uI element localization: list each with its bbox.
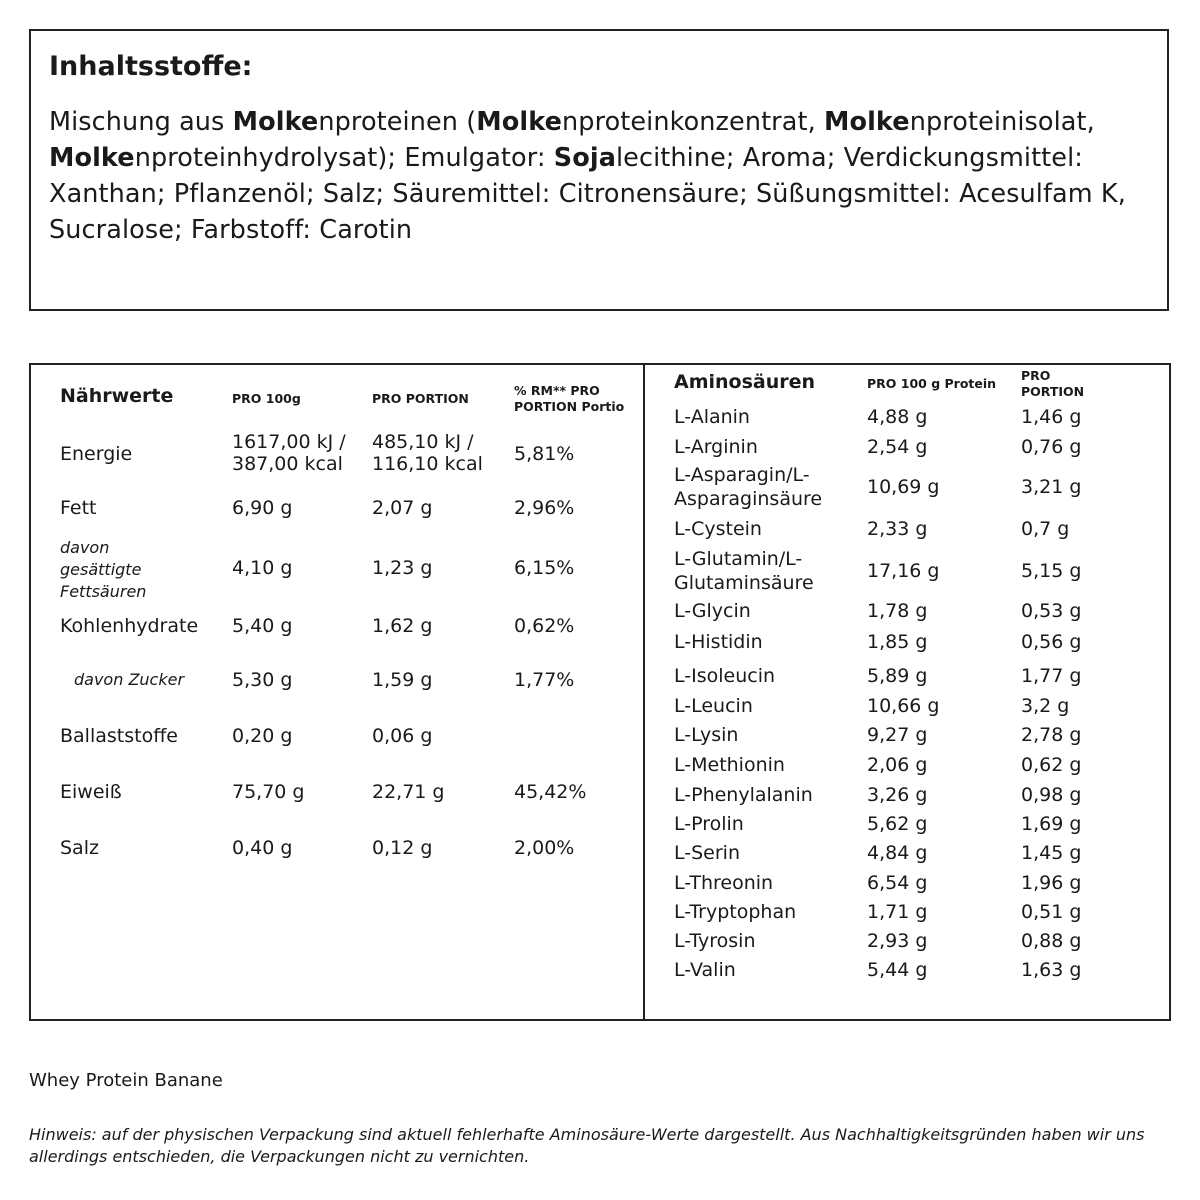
value-per-portion: 1,77 g (1021, 665, 1082, 687)
value-per-100g: 75,70 g (232, 781, 305, 803)
value-rm-percent: 45,42% (514, 781, 587, 803)
ingredients-title: Inhaltsstoffe: (49, 51, 253, 82)
ingredients-segment: nproteinisolat, (909, 107, 1095, 137)
ingredients-box (29, 29, 1169, 311)
ingredients-segment: nproteinen ( (318, 107, 477, 137)
value-per-100g: 1617,00 kJ / 387,00 kcal (232, 431, 346, 475)
value-per-portion: 0,12 g (372, 837, 433, 859)
value-per-portion: 0,7 g (1021, 518, 1070, 540)
value-per-portion: 1,63 g (1021, 959, 1082, 981)
value-per-100g-protein: 4,88 g (867, 406, 928, 428)
value-per-100g-protein: 1,85 g (867, 631, 928, 653)
value-per-portion: 3,21 g (1021, 476, 1082, 498)
amino-acid-name: L-Serin (674, 842, 740, 864)
value-per-100g-protein: 4,84 g (867, 842, 928, 864)
naehrwerte-title: Nährwerte (60, 385, 174, 407)
value-per-portion: 1,23 g (372, 557, 433, 579)
nutrient-name: Fett (60, 497, 97, 519)
value-per-portion: 1,62 g (372, 615, 433, 637)
value-per-100g-protein: 2,54 g (867, 436, 928, 458)
value-per-portion: 1,69 g (1021, 813, 1082, 835)
amino-acid-name: L-Asparagin/L-Asparaginsäure (674, 464, 823, 510)
value-per-portion: 485,10 kJ / 116,10 kcal (372, 431, 483, 475)
product-name: Whey Protein Banane (29, 1070, 223, 1091)
value-per-100g-protein: 6,54 g (867, 872, 928, 894)
value-per-portion: 0,53 g (1021, 600, 1082, 622)
naehrwerte-header-100g: PRO 100g (232, 391, 301, 406)
aminosaeuren-title: Aminosäuren (674, 371, 816, 393)
allergen-highlight: Molke (49, 143, 135, 173)
value-per-100g-protein: 1,71 g (867, 901, 928, 923)
ingredients-segment: nproteinhydrolysat); Emulgator: (134, 143, 554, 173)
value-per-portion: 1,46 g (1021, 406, 1082, 428)
value-per-portion: 1,96 g (1021, 872, 1082, 894)
value-per-portion: 0,62 g (1021, 754, 1082, 776)
amino-acid-name: L-Lysin (674, 724, 739, 746)
value-per-portion: 2,78 g (1021, 724, 1082, 746)
nutrient-name: davon Zucker (74, 670, 185, 689)
ingredients-segment: lecithine; Aroma; Verdickungsmittel: Xanthan; Pflanzenöl; Salz; Säuremittel: Citronensäure; Süßungsmittel: Acesulfam K, Sucralose; Farbstoff: Carotin (49, 143, 1126, 245)
value-per-portion: 0,76 g (1021, 436, 1082, 458)
nutrient-name: Kohlenhydrate (60, 615, 199, 637)
value-rm-percent: 1,77% (514, 669, 575, 691)
amino-acid-name: L-Tyrosin (674, 930, 756, 952)
amino-acid-name: L-Histidin (674, 631, 763, 653)
allergen-highlight: Molke (232, 107, 319, 137)
amino-acid-name: L-Prolin (674, 813, 744, 835)
amino-acid-name: L-Methionin (674, 754, 785, 776)
amino-acid-name: L-Tryptophan (674, 901, 797, 923)
value-per-portion: 2,07 g (372, 497, 433, 519)
value-per-portion: 0,51 g (1021, 901, 1082, 923)
amino-acid-name: L-Leucin (674, 695, 753, 717)
value-per-portion: 0,06 g (372, 725, 433, 747)
value-per-100g-protein: 3,26 g (867, 784, 928, 806)
value-per-portion: 1,45 g (1021, 842, 1082, 864)
nutrition-tables-box (29, 363, 1171, 1021)
value-per-100g-protein: 2,33 g (867, 518, 928, 540)
value-per-portion: 0,98 g (1021, 784, 1082, 806)
naehrwerte-header-portion: PRO PORTION (372, 391, 469, 406)
value-rm-percent: 0,62% (514, 615, 575, 637)
amino-acid-name: L-Valin (674, 959, 736, 981)
allergen-highlight: Molke (476, 107, 563, 137)
nutrient-name: Salz (60, 837, 99, 859)
amino-acid-name: L-Isoleucin (674, 665, 776, 687)
value-per-100g-protein: 5,62 g (867, 813, 928, 835)
amino-acid-name: L-Threonin (674, 872, 774, 894)
amino-acid-name: L-Alanin (674, 406, 750, 428)
value-per-100g-protein: 17,16 g (867, 560, 940, 582)
ingredients-segment: Mischung aus (49, 107, 233, 137)
value-per-100g: 0,20 g (232, 725, 293, 747)
nutrient-name: Ballaststoffe (60, 725, 178, 747)
nutrient-name: davon gesättigte Fettsäuren (60, 538, 147, 601)
value-rm-percent: 6,15% (514, 557, 575, 579)
value-rm-percent: 2,96% (514, 497, 575, 519)
value-rm-percent: 5,81% (514, 443, 575, 465)
ingredients-segment: nproteinkonzentrat, (562, 107, 824, 137)
aminosaeuren-header-portion: PRO PORTION (1021, 368, 1085, 399)
value-per-portion: 0,56 g (1021, 631, 1082, 653)
amino-acid-name: L-Cystein (674, 518, 762, 540)
allergen-highlight: Molke (824, 107, 910, 137)
value-per-100g-protein: 5,89 g (867, 665, 928, 687)
naehrwerte-header-rm: % RM** PRO PORTION Portio (514, 383, 625, 414)
ingredients-text (49, 104, 1147, 248)
value-per-100g: 5,30 g (232, 669, 293, 691)
value-per-100g-protein: 1,78 g (867, 600, 928, 622)
value-per-100g: 6,90 g (232, 497, 293, 519)
value-per-100g-protein: 2,93 g (867, 930, 928, 952)
value-per-100g-protein: 10,69 g (867, 476, 940, 498)
value-per-100g: 0,40 g (232, 837, 293, 859)
hinweis-note: Hinweis: auf der physischen Verpackung sind aktuell fehlerhafte Aminosäure-Werte dargestellt. Aus Nachhaltigkeitsgründen haben wir uns allerdings entschieden, die Verpackungen nicht zu vernichten. (29, 1125, 1145, 1166)
value-per-portion: 22,71 g (372, 781, 445, 803)
value-per-100g: 4,10 g (232, 557, 293, 579)
value-per-100g-protein: 10,66 g (867, 695, 940, 717)
table-divider (643, 365, 645, 1019)
aminosaeuren-header-100g: PRO 100 g Protein (867, 376, 997, 391)
value-per-100g-protein: 2,06 g (867, 754, 928, 776)
nutrient-name: Eiweiß (60, 781, 122, 803)
value-per-portion: 5,15 g (1021, 560, 1082, 582)
value-rm-percent: 2,00% (514, 837, 575, 859)
value-per-portion: 0,88 g (1021, 930, 1082, 952)
value-per-portion: 1,59 g (372, 669, 433, 691)
value-per-100g: 5,40 g (232, 615, 293, 637)
value-per-100g-protein: 9,27 g (867, 724, 928, 746)
value-per-100g-protein: 5,44 g (867, 959, 928, 981)
value-per-portion: 3,2 g (1021, 695, 1070, 717)
amino-acid-name: L-Phenylalanin (674, 784, 813, 806)
amino-acid-name: L-Glutamin/L-Glutaminsäure (674, 548, 814, 594)
amino-acid-name: L-Glycin (674, 600, 751, 622)
nutrient-name: Energie (60, 443, 133, 465)
allergen-highlight: Soja (553, 143, 616, 173)
amino-acid-name: L-Arginin (674, 436, 758, 458)
